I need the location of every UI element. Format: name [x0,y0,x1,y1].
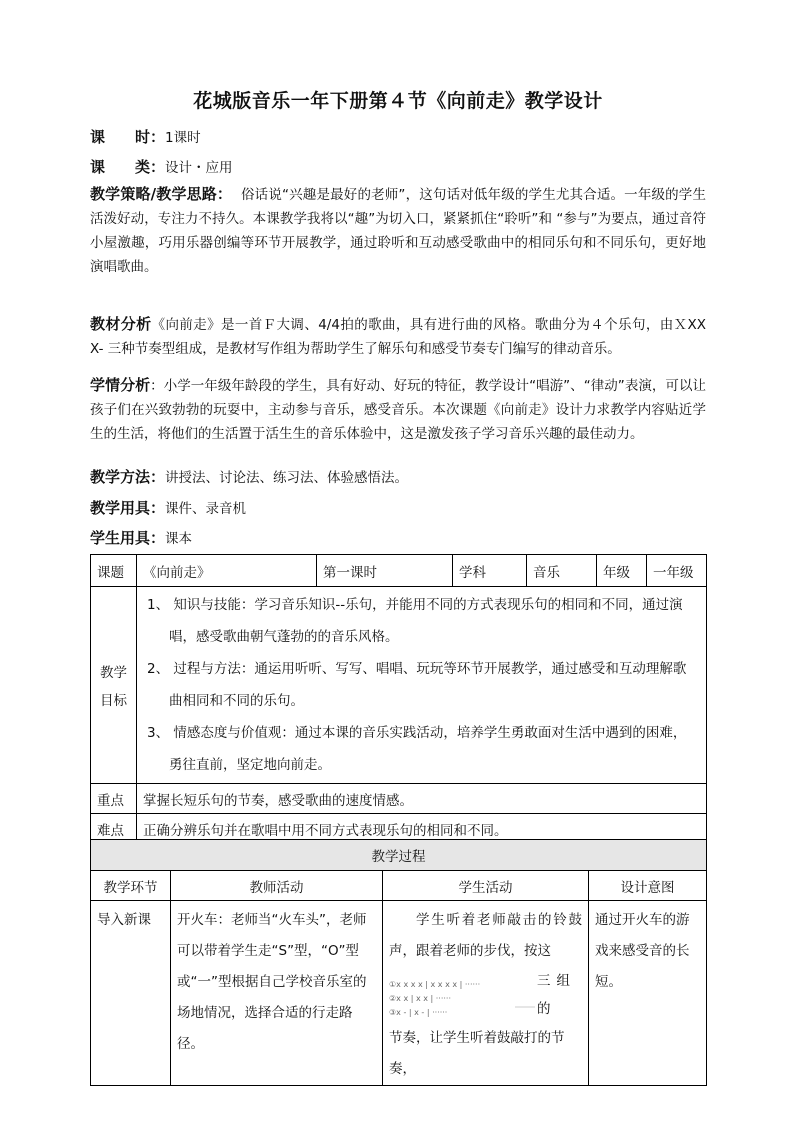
col-teacher: 教师活动 [171,871,383,901]
lesson-value: 第一课时 [317,555,453,587]
teacher-cell: 开火车：老师当“火车头”，老师可以带着学生走“S”型，“O”型或“一”型根据自己学校音乐室的场地情况，选择合适的行走路径。 [171,901,383,1086]
goal-2-line-2: 曲相同和不同的乐句。 [169,693,304,709]
student-tools-line [90,526,706,551]
student-text-3: 节奏，让学生听着鼓敲打的节奏， [389,1030,565,1077]
svg-text:②x x | x x: ②x x | x x | ······ [389,994,452,1003]
period-label: 课 时： [90,128,166,146]
goal-3-line-2: 勇往直前，坚定地向前走。 [169,757,331,773]
students-label: 学情分析 [90,376,151,394]
material-text: 《向前走》是一首Ｆ大调、4/4拍的歌曲，具有进行曲的风格。歌曲分为４个乐句，由ＸXX X- 三种节奏型组成，是教材写作组为帮助学生了解乐句和感受节奏专门编写的律动音乐。 [90,317,720,357]
strategy-label: 教学策略/教学思路： [90,185,233,203]
student-tools-label: 学生用具： [90,529,166,547]
student-text-1: 学生听着老师敲击的铃鼓声，跟着老师的步伐，按这 [389,912,582,959]
difficult-value: 正确分辨乐句并在歌唱中用不同方式表现乐句的相同和不同。 [137,814,707,844]
lesson-info-table [90,554,707,844]
process-row-intro [91,901,707,1086]
col-intent: 设计意图 [589,871,707,901]
students-paragraph: 学情分析：小学一年级年龄段的学生，具有好动、好玩的特征，教学设计“唱游”、“律动”表演，可以让孩子们在兴致勃勃的玩耍中，主动参与音乐，感受音乐。本次课题《向前走》设计力求教学内容贴近学生的生活，将他们的生活置于活生生的音乐体验中，这是激发孩子学习音乐兴趣的最佳动力。 [90,376,706,442]
key-label: 重点 [91,784,137,814]
type-line [90,156,233,177]
student-cell [383,901,589,1086]
methods-line [90,465,706,490]
goal-3-line-1: 3、 情感态度与价值观：通过本课的音乐实践活动，培养学生勇敢面对生活中遇到的困难， [147,725,687,741]
goals-label-line-1: 教学 [100,665,127,681]
subject-value: 音乐 [527,555,597,587]
tools-text: 课件、录音机 [165,501,247,517]
material-paragraph [90,312,720,361]
goals-label [91,587,137,784]
goal-2-line-1: 2、 过程与方法：通运用听听、写写、唱唱、玩玩等环节开展教学，通过感受和互动理解歌 [147,661,687,677]
topic-label: 课题 [91,555,137,587]
col-student: 学生活动 [383,871,589,901]
svg-text:①x x x x | x x x x | ·: ①x x x x | x x x x | ······ [389,980,481,989]
tools-label: 教学用具： [90,499,166,517]
goal-1-line-1: 1、 知识与技能：学习音乐知识--乐句，并能用不同的方式表现乐句的相同和不同，通过演 [147,597,683,613]
student-rhythm-line [389,967,582,1023]
goals-label-line-2: 目标 [100,693,127,709]
page-title: 花城版音乐一年下册第４节《向前走》教学设计 [193,90,603,112]
grade-value: 一年级 [647,555,707,587]
difficult-label: 难点 [91,814,137,844]
process-header: 教学过程 [91,840,707,871]
topic-value: 《向前走》 [137,555,317,587]
topic-row [91,555,707,587]
subject-label: 学科 [453,555,527,587]
strategy-text: 俗话说“兴趣是最好的老师”，这句话对低年级的学生尤其合适。一年级的学生活泼好动，专注力不持久。本课教学我将以“趣”为切入口，紧紧抓住“聆听”和 “参与”为要点，通过音符小屋激趣，巧用乐器创编等环节开展教学，通过聆听和互动感受歌曲中的相同乐句和不同乐句，更好地演唱歌曲。 [90,187,706,275]
rhythm-figure [389,977,537,1023]
key-row [91,784,707,814]
period-value: 1课时 [165,130,201,146]
tools-line [90,496,706,521]
student-text-2: 三组的 [537,973,576,1017]
stage-cell: 导入新课 [91,901,171,1086]
col-stage: 教学环节 [91,871,171,901]
process-header-row [91,840,707,871]
period-line [90,126,201,147]
intent-cell: 通过开火车的游戏来感受音的长短。 [589,901,707,1086]
methods-label: 教学方法： [90,468,166,486]
goals-row [91,587,707,784]
process-columns-row [91,871,707,901]
students-text: 小学一年级年龄段的学生，具有好动、好玩的特征，教学设计“唱游”、“律动”表演，可以让孩子们在兴致勃勃的玩耍中，主动参与音乐，感受音乐。本次课题《向前走》设计力求教学内容贴近学生的生活，将他们的生活置于活生生的音乐体验中，这是激发孩子学习音乐兴趣的最佳动力。 [90,378,706,442]
type-value: 设计・应用 [165,160,233,176]
material-label: 教材分析 [90,315,152,333]
strategy-paragraph [90,182,706,279]
methods-text: 讲授法、讨论法、练习法、体验感悟法。 [165,470,409,486]
type-label: 课 类： [90,158,166,176]
process-table [90,839,707,1086]
key-value: 掌握长短乐句的节奏，感受歌曲的速度情感。 [137,784,707,814]
goals-content [137,587,707,784]
svg-text:③x - | x -: ③x - | x - | ······ [389,1008,448,1017]
student-tools-text: 课本 [165,531,193,547]
grade-label: 年级 [597,555,647,587]
goal-1-line-2: 唱，感受歌曲朝气蓬勃的的音乐风格。 [169,629,399,645]
